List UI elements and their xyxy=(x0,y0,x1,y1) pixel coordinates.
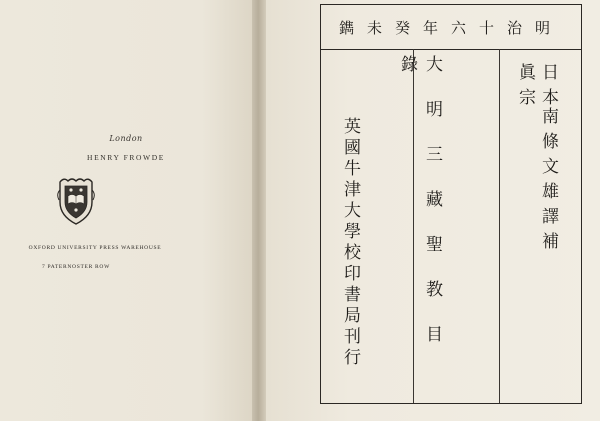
publisher-line: 英國牛津大學校印書局刊行 xyxy=(340,117,360,369)
imprint-city: London xyxy=(109,134,143,143)
book-gutter xyxy=(252,0,266,421)
left-page xyxy=(0,0,252,421)
column-divider-left xyxy=(413,49,414,403)
book-title: 大明三藏聖教目錄 xyxy=(397,55,442,370)
title-frame xyxy=(320,4,582,404)
imprint-warehouse: OXFORD UNIVERSITY PRESS WAREHOUSE xyxy=(28,245,162,251)
translator-line-1: 日本 xyxy=(538,63,558,113)
translator-line-2: 眞宗 xyxy=(515,63,535,113)
era-date-banner xyxy=(321,5,581,50)
oxford-university-arms-icon xyxy=(56,176,96,226)
era-date: 明治十六年癸未鐫 xyxy=(338,18,563,37)
imprint-address: 7 PATERNOSTER ROW xyxy=(42,264,110,270)
imprint-publisher-name: HENRY FROWDE xyxy=(87,153,165,162)
translator-line-3: 南條文雄譯補 xyxy=(538,107,558,257)
column-divider-right xyxy=(499,49,500,403)
